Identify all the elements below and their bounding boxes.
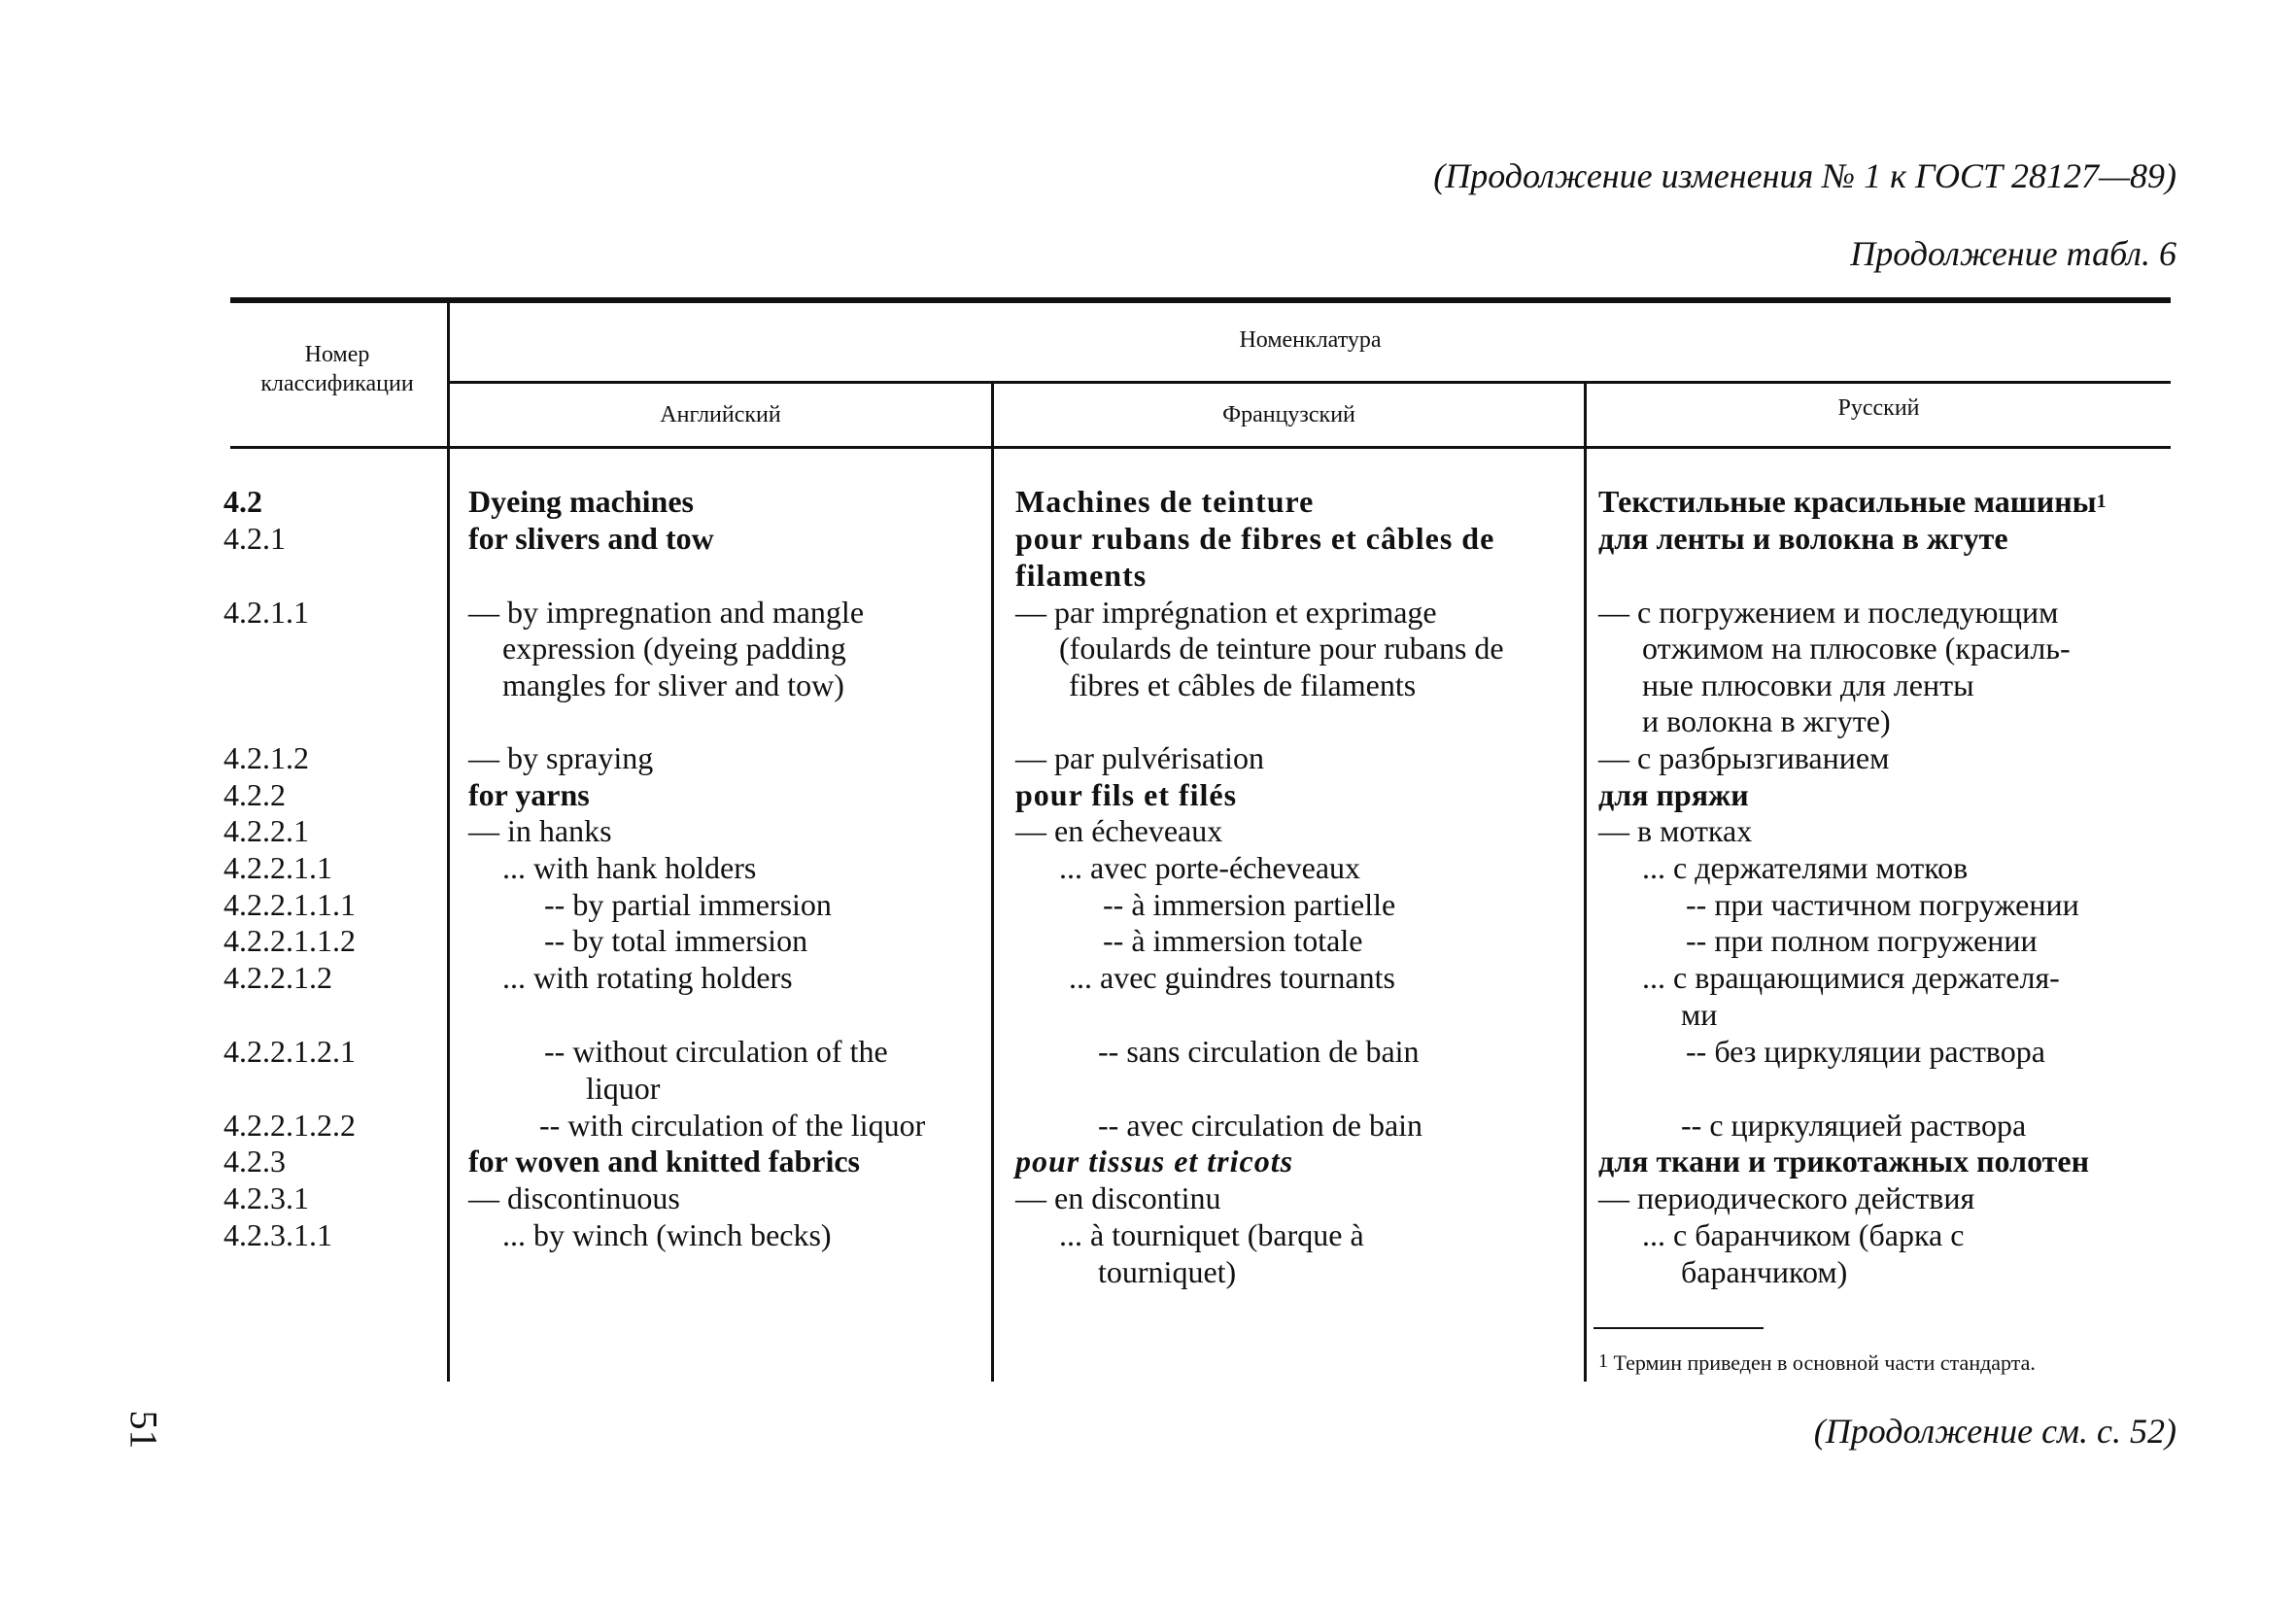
english-term-cont: liquor bbox=[586, 1071, 661, 1106]
french-term: -- sans circulation de bain bbox=[1098, 1034, 1420, 1069]
russian-term: ... с баранчиком (барка с bbox=[1642, 1217, 1965, 1252]
english-term: for woven and knitted fabrics bbox=[468, 1144, 860, 1179]
row-number: 4.2.3.1 bbox=[223, 1180, 309, 1215]
column-header-number: Номер классификации bbox=[260, 342, 414, 396]
russian-term: -- при частичном погружении bbox=[1686, 887, 2079, 922]
russian-term: — периодического действия bbox=[1598, 1180, 1975, 1215]
table-top-rule bbox=[230, 297, 2171, 303]
row-number: 4.2.2.1 bbox=[223, 813, 309, 848]
french-term-cont: fibres et câbles de filaments bbox=[1069, 667, 1417, 702]
english-term: for slivers and tow bbox=[468, 521, 714, 556]
russian-term-cont: ми bbox=[1681, 997, 1718, 1032]
english-term: — by spraying bbox=[468, 740, 654, 775]
french-term: -- avec circulation de bain bbox=[1098, 1108, 1423, 1143]
row-number: 4.2.3 bbox=[223, 1144, 286, 1179]
column-rule-2 bbox=[991, 382, 994, 1382]
russian-term: — в мотках bbox=[1598, 813, 1753, 848]
row-number: 4.2.2.1.1 bbox=[223, 850, 332, 885]
footnote-text: Термин приведен в основной части стандарта. bbox=[1613, 1350, 2036, 1375]
footnote-rule bbox=[1593, 1327, 1764, 1329]
column-header-nomenclature: Номенклатура bbox=[1239, 327, 1382, 353]
russian-term: -- без циркуляции раствора bbox=[1686, 1034, 2045, 1069]
row-number: 4.2.2.1.2.1 bbox=[223, 1034, 356, 1069]
french-term: pour tissus et tricots bbox=[1015, 1144, 1294, 1179]
footnote-marker: 1 bbox=[2096, 491, 2107, 512]
english-term: -- by partial immersion bbox=[544, 887, 832, 922]
russian-term: ... с вращающимися держателя- bbox=[1642, 960, 2060, 995]
english-term-cont: mangles for sliver and tow) bbox=[502, 667, 844, 702]
english-term: — in hanks bbox=[468, 813, 612, 848]
column-header-french: Французский bbox=[1222, 402, 1355, 427]
english-term-cont: expression (dyeing padding bbox=[502, 631, 846, 666]
french-term: ... avec porte-écheveaux bbox=[1059, 850, 1361, 885]
english-term: -- by total immersion bbox=[544, 923, 808, 958]
russian-term-cont: и волокна в жгуте) bbox=[1642, 703, 1891, 738]
continuation-note: (Продолжение изменения № 1 к ГОСТ 28127—89) bbox=[1433, 156, 2176, 195]
english-term: Dyeing machines bbox=[468, 484, 694, 519]
french-term: — par pulvérisation bbox=[1015, 740, 1264, 775]
russian-term: — с погружением и последующим bbox=[1598, 595, 2059, 630]
header-bottom-rule bbox=[230, 446, 2171, 449]
footnote-number: 1 bbox=[1598, 1350, 1608, 1372]
english-term: for yarns bbox=[468, 777, 590, 812]
table-continuation-label: Продолжение табл. 6 bbox=[1850, 234, 2176, 273]
english-term: ... by winch (winch becks) bbox=[502, 1217, 832, 1252]
english-term: -- without circulation of the bbox=[544, 1034, 888, 1069]
row-number: 4.2.2.1.1.1 bbox=[223, 887, 356, 922]
russian-term: для ленты и волокна в жгуте bbox=[1598, 521, 2008, 556]
english-term: -- with circulation of the liquor bbox=[539, 1108, 926, 1143]
french-term: — en discontinu bbox=[1015, 1180, 1221, 1215]
row-number: 4.2.3.1.1 bbox=[223, 1217, 332, 1252]
french-term-cont: tourniquet) bbox=[1098, 1254, 1237, 1289]
french-term: Machines de teinture bbox=[1015, 484, 1315, 519]
russian-term-cont: ные плюсовки для ленты bbox=[1642, 667, 1974, 702]
russian-term-cont: отжимом на плюсовке (красиль- bbox=[1642, 631, 2071, 666]
russian-term-cont: баранчиком) bbox=[1681, 1254, 1848, 1289]
french-term: pour rubans de fibres et câbles de bbox=[1015, 521, 1495, 556]
french-term: — par imprégnation et exprimage bbox=[1015, 595, 1437, 630]
column-header-russian: Русский bbox=[1837, 395, 1920, 421]
column-rule-3 bbox=[1584, 382, 1587, 1382]
page-number: 51 bbox=[121, 1410, 166, 1450]
row-number: 4.2.2.1.1.2 bbox=[223, 923, 356, 958]
row-number: 4.2.1.2 bbox=[223, 740, 309, 775]
french-term: -- à immersion partielle bbox=[1103, 887, 1396, 922]
french-term-cont: filaments bbox=[1015, 558, 1148, 593]
russian-term: для пряжи bbox=[1598, 777, 1749, 812]
row-number: 4.2.2 bbox=[223, 777, 286, 812]
russian-term: -- с циркуляцией раствора bbox=[1681, 1108, 2027, 1143]
french-term: — en écheveaux bbox=[1015, 813, 1223, 848]
french-term: pour fils et filés bbox=[1015, 777, 1238, 812]
continuation-footer: (Продолжение см. с. 52) bbox=[1813, 1412, 2176, 1451]
russian-term: ... с держателями мотков bbox=[1642, 850, 1969, 885]
english-term: ... with rotating holders bbox=[502, 960, 793, 995]
french-term: ... avec guindres tournants bbox=[1069, 960, 1395, 995]
column-rule-1 bbox=[447, 301, 450, 1382]
english-term: — by impregnation and mangle bbox=[468, 595, 865, 630]
russian-term: -- при полном погружении bbox=[1686, 923, 2038, 958]
row-number: 4.2.2.1.2.2 bbox=[223, 1108, 356, 1143]
russian-term: Текстильные красильные машины$^1$ bbox=[1598, 484, 2107, 519]
header-divider-rule bbox=[449, 381, 2171, 384]
french-term: ... à tourniquet (barque à bbox=[1059, 1217, 1364, 1252]
english-term: — discontinuous bbox=[468, 1180, 680, 1215]
row-number: 4.2 bbox=[223, 484, 262, 519]
footnote bbox=[1598, 1350, 2036, 1376]
english-term: ... with hank holders bbox=[502, 850, 757, 885]
french-term-cont: (foulards de teinture pour rubans de bbox=[1059, 631, 1504, 666]
russian-term: — с разбрызгиванием bbox=[1598, 740, 1890, 775]
row-number: 4.2.1.1 bbox=[223, 595, 309, 630]
russian-term: для ткани и трикотажных полотен bbox=[1598, 1144, 2090, 1179]
column-header-english: Английский bbox=[660, 402, 781, 427]
french-term: -- à immersion totale bbox=[1103, 923, 1363, 958]
row-number: 4.2.2.1.2 bbox=[223, 960, 332, 995]
row-number: 4.2.1 bbox=[223, 521, 286, 556]
